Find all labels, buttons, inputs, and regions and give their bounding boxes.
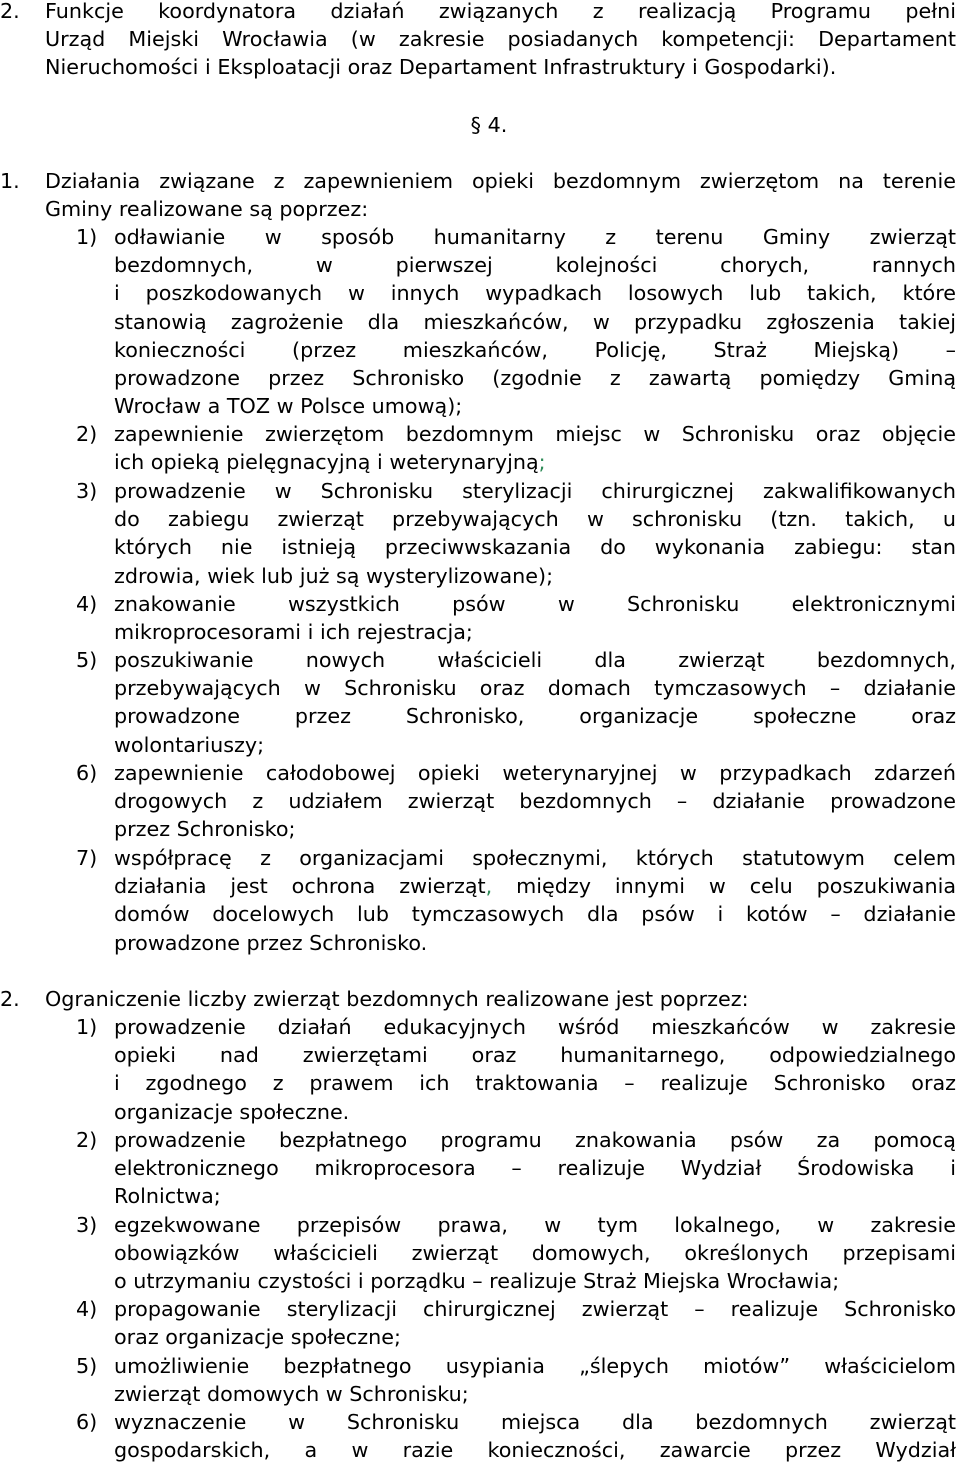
p1-item-5-number: 5): [76, 648, 98, 672]
p1-item-2-line-1: zapewnienie zwierzętom bezdomnym miejsc w Schronisku oraz objęcie: [114, 422, 956, 446]
p1-line-1: Działania związane z zapewnieniem opieki bezdomnym zwierzętom na terenie: [45, 169, 956, 193]
p1-item-3-line-4: zdrowia, wiek lub już są wysterylizowane);: [114, 563, 554, 588]
p2-item-4-number: 4): [76, 1297, 98, 1321]
p2-item-2-line-3: Rolnictwa;: [114, 1184, 221, 1209]
p2-item-6-line-2: gospodarskich, a w razie konieczności, zawarcie przez Wydział: [114, 1438, 956, 1462]
p1-item-4-number: 4): [76, 592, 98, 616]
p1-item-1-line-6: prowadzone przez Schronisko (zgodnie z zawartą pomiędzy Gminą: [114, 366, 956, 391]
p1-item-2-line-2: [114, 448, 956, 476]
p1-paragraph: [0, 167, 956, 223]
intro-line-3: Nieruchomości i Eksploatacji oraz Departament Infrastruktury i Gospodarki).: [45, 55, 837, 80]
p2-item-3-number: 3): [76, 1213, 98, 1237]
p2-number: 2.: [0, 987, 20, 1011]
p2-item-2-line-2: elektronicznego mikroprocesora – realizuje Wydział Środowiska i: [114, 1156, 956, 1181]
p1-item-6-number: 6): [76, 761, 98, 785]
p2-item-1-line-2: opieki nad zwierzętami oraz humanitarnego, odpowiedzialnego: [114, 1043, 956, 1068]
p1-item-5-line-2: przebywających w Schronisku oraz domach tymczasowych – działanie: [114, 676, 956, 701]
p1-item-7-line-2-end: między innymi w celu poszukiwania: [516, 874, 956, 899]
p2-item-1-line-3: i zgodnego z prawem ich traktowania – realizuje Schronisko oraz: [114, 1071, 956, 1096]
p1-item-1-number: 1): [76, 225, 98, 249]
p2-item-1-line-1: prowadzenie działań edukacyjnych wśród mieszkańców w zakresie: [114, 1015, 956, 1039]
p1-item-6: [76, 759, 956, 844]
p1-item-4-line-1: znakowanie wszystkich psów w Schronisku elektronicznymi: [114, 592, 956, 616]
p1-item-7-comma: ,: [485, 874, 493, 899]
p2-item-1: [76, 1013, 956, 1126]
section-heading: § 4.: [470, 113, 508, 137]
p2-item-6-number: 6): [76, 1410, 98, 1434]
p1-item-6-line-3: przez Schronisko;: [114, 817, 296, 842]
p1-item-7-line-4: prowadzone przez Schronisko.: [114, 930, 428, 955]
p1-item-2-line-2-text: ich opieką pielęgnacyjną i weterynaryjną: [114, 450, 539, 475]
p1-line-2: Gminy realizowane są poprzez:: [45, 197, 369, 222]
intro-line-2: Urząd Miejski Wrocławia (w zakresie posiadanych kompetencji: Departament: [45, 27, 956, 52]
p1-item-5: [76, 646, 956, 759]
p1-item-3: [76, 477, 956, 590]
p1-item-1-line-4: stanowią zagrożenie dla mieszkańców, w przypadku zgłoszenia takiej: [114, 309, 956, 334]
p1-item-3-line-2: do zabiegu zwierząt przebywających w schronisku (tzn. takich, u: [114, 507, 956, 532]
p2-item-3-line-3: o utrzymaniu czystości i porządku – realizuje Straż Miejska Wrocławia;: [114, 1269, 840, 1294]
p2-item-4-line-1: propagowanie sterylizacji chirurgicznej zwierząt – realizuje Schronisko: [114, 1297, 956, 1321]
p1-item-7: [76, 844, 956, 957]
p2-item-2-line-1: prowadzenie bezpłatnego programu znakowania psów za pomocą: [114, 1128, 956, 1152]
p1-item-6-line-2: drogowych z udziałem zwierząt bezdomnych – działanie prowadzone: [114, 789, 956, 814]
p1-number: 1.: [0, 169, 20, 193]
p1-item-7-line-2: [114, 872, 956, 900]
p1-item-7-number: 7): [76, 846, 98, 870]
p1-item-2: [76, 420, 956, 476]
intro-number: 2.: [0, 0, 20, 23]
p2-item-6: [76, 1408, 956, 1462]
p2-item-3: [76, 1211, 956, 1296]
p1-item-7-line-1: współpracę z organizacjami społecznymi, których statutowym celem: [114, 846, 956, 870]
p1-item-4-line-2: mikroprocesorami i ich rejestracja;: [114, 620, 473, 645]
p1-item-3-line-1: prowadzenie w Schronisku sterylizacji chirurgicznej zakwalifikowanych: [114, 479, 956, 503]
p2-item-2: [76, 1126, 956, 1211]
p2-item-4: [76, 1295, 956, 1351]
p1-item-6-line-1: zapewnienie całodobowej opieki weterynaryjnej w przypadkach zdarzeń: [114, 761, 956, 785]
p1-item-3-line-3: których nie istnieją przeciwwskazania do wykonania zabiegu: stan: [114, 535, 956, 560]
p1-item-1-line-3: i poszkodowanych w innych wypadkach losowych lub takich, które: [114, 281, 956, 306]
p1-item-7-line-2-start: działania jest ochrona zwierząt: [114, 874, 486, 899]
p2-item-6-line-1: wyznaczenie w Schronisku miejsca dla bezdomnych zwierząt: [114, 1410, 956, 1434]
p1-item-1-line-7: Wrocław a TOZ w Polsce umową);: [114, 394, 463, 419]
p2-item-1-line-4: organizacje społeczne.: [114, 1099, 350, 1124]
p2-paragraph: [0, 985, 956, 1013]
p2-line-1: Ograniczenie liczby zwierząt bezdomnych realizowane jest poprzez:: [45, 987, 749, 1011]
intro-line-1: Funkcje koordynatora działań związanych z realizacją Programu pełni: [45, 0, 956, 23]
intro-paragraph: [0, 0, 956, 82]
p1-item-4: [76, 590, 956, 646]
p2-item-2-number: 2): [76, 1128, 98, 1152]
p1-item-5-line-4: wolontariuszy;: [114, 732, 265, 757]
p1-item-1-line-1: odławianie w sposób humanitarny z terenu Gminy zwierząt: [114, 225, 956, 249]
p2-item-5-number: 5): [76, 1354, 98, 1378]
p2-item-1-number: 1): [76, 1015, 98, 1039]
p1-item-1-line-5: konieczności (przez mieszkańców, Policję, Straż Miejską) –: [114, 337, 956, 362]
p1-item-5-line-3: prowadzone przez Schronisko, organizacje społeczne oraz: [114, 704, 956, 729]
p1-item-1: [76, 223, 956, 420]
p2-item-5-line-2: zwierząt domowych w Schronisku;: [114, 1382, 469, 1407]
p1-item-2-semicolon: ;: [538, 450, 546, 475]
p1-item-5-line-1: poszukiwanie nowych właścicieli dla zwierząt bezdomnych,: [114, 648, 956, 672]
p2-item-5-line-1: umożliwienie bezpłatnego usypiania „ślepych miotów” właścicielom: [114, 1354, 956, 1378]
p1-item-3-number: 3): [76, 479, 98, 503]
p2-item-4-line-2: oraz organizacje społeczne;: [114, 1325, 401, 1350]
p2-item-3-line-1: egzekwowane przepisów prawa, w tym lokalnego, w zakresie: [114, 1213, 956, 1237]
p2-item-3-line-2: obowiązków właścicieli zwierząt domowych, określonych przepisami: [114, 1241, 956, 1266]
p1-item-2-number: 2): [76, 422, 98, 446]
p1-item-1-line-2: bezdomnych, w pierwszej kolejności chorych, rannych: [114, 253, 956, 278]
p2-item-5: [76, 1352, 956, 1408]
p1-item-7-line-3: domów docelowych lub tymczasowych dla psów i kotów – działanie: [114, 902, 956, 927]
